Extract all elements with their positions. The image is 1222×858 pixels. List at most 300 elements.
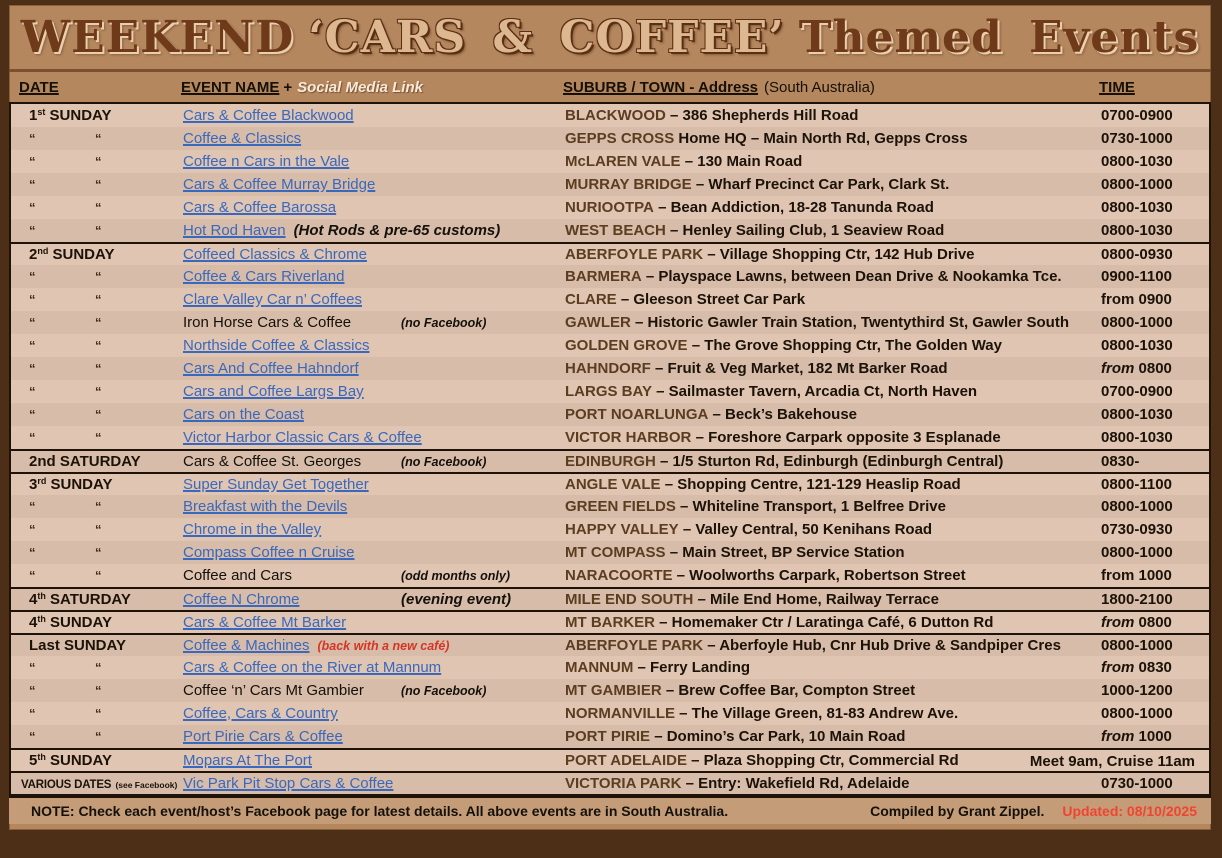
time-cell: [1101, 429, 1209, 446]
date-label: Last: [29, 637, 60, 654]
time-text: Meet 9am, Cruise 11am: [1029, 753, 1195, 770]
suburb-name: PORT NOARLUNGA: [565, 406, 709, 423]
location-cell: [565, 314, 1101, 331]
column-header-event: EVENT NAME + Social Media Link: [181, 78, 423, 96]
event-cell: [183, 406, 565, 423]
time-cell: [1101, 314, 1209, 331]
date-cell: [21, 176, 183, 193]
event-row: [11, 495, 1209, 518]
time-text: 0800-0930: [1101, 246, 1173, 263]
time-cell: [1101, 360, 1209, 377]
event-cell: [183, 567, 565, 584]
event-cell: [183, 752, 565, 769]
date-label: VARIOUS DATES: [21, 779, 112, 791]
date-cell: [21, 337, 183, 354]
event-row: [11, 679, 1209, 702]
event-cell: [183, 291, 565, 308]
time-cell: [1101, 498, 1209, 515]
address-text: – Village Shopping Ctr, 142 Hub Drive: [707, 246, 975, 263]
suburb-name: WEST BEACH: [565, 222, 666, 239]
date-day: SUNDAY: [64, 637, 126, 654]
location-cell: [565, 728, 1101, 745]
suburb-name: NURIOOTPA: [565, 199, 654, 216]
address-text: – Aberfoyle Hub, Cnr Hub Drive & Sandpiper Cres: [707, 637, 1061, 654]
time-text: from 1000: [1101, 728, 1172, 745]
address-text: – Historic Gawler Train Station, Twentythird St, Gawler South: [635, 314, 1069, 331]
event-link[interactable]: Northside Coffee & Classics: [183, 337, 370, 354]
ditto-mark: “: [29, 729, 36, 744]
time-cell: [1101, 591, 1209, 608]
suburb-name: HAHNDORF: [565, 360, 651, 377]
time-cell: [1101, 107, 1209, 124]
date-label: 2nd: [29, 453, 56, 470]
event-link[interactable]: Cars & Coffee Mt Barker: [183, 614, 347, 631]
address-text: – Fruit & Veg Market, 182 Mt Barker Road: [655, 360, 948, 377]
suburb-name: LARGS BAY: [565, 383, 652, 400]
event-link[interactable]: Chrome in the Valley: [183, 521, 322, 538]
date-label: 1st: [29, 107, 46, 124]
event-row: [11, 725, 1209, 748]
address-text: – Main Street, BP Service Station: [669, 544, 905, 561]
column-header-time: TIME: [1099, 78, 1135, 96]
suburb-name: MANNUM: [565, 659, 634, 676]
ditto-mark: “: [95, 177, 102, 192]
event-cell: [183, 659, 565, 676]
event-row: [11, 104, 1209, 127]
event-link[interactable]: Cars on the Coast: [183, 406, 304, 423]
location-cell: [565, 476, 1101, 493]
event-cell: [183, 383, 565, 400]
ditto-mark: “: [95, 361, 102, 376]
event-note: (no Facebook): [401, 316, 487, 330]
suburb-name: ABERFOYLE PARK: [565, 246, 704, 263]
time-text: 1800-2100: [1101, 591, 1173, 608]
location-cell: [565, 176, 1101, 193]
address-text: – Homemaker Ctr / Laratinga Café, 6 Dutton Rd: [659, 614, 994, 631]
ditto-mark: “: [95, 200, 102, 215]
date-label: 5th: [29, 752, 46, 769]
event-link[interactable]: Coffee n Cars in the Vale: [183, 153, 350, 170]
page-title: [9, 5, 1211, 72]
date-cell: [21, 246, 183, 263]
event-link[interactable]: Cars And Coffee Hahndorf: [183, 360, 359, 377]
time-text: 0730-1000: [1101, 775, 1173, 792]
event-cell: [183, 476, 565, 493]
date-cell: [21, 383, 183, 400]
title-weekend: WEEKEND: [20, 11, 295, 63]
suburb-name: MURRAY BRIDGE: [565, 176, 692, 193]
address-text: – Playspace Lawns, between Dean Drive & Nookamka Tce.: [645, 268, 1062, 285]
date-day: SATURDAY: [50, 591, 131, 608]
ditto-mark: “: [95, 223, 102, 238]
address-text: – 130 Main Road: [684, 153, 803, 170]
ditto-mark: “: [95, 545, 102, 560]
event-row: [11, 449, 1209, 472]
date-cell: [21, 591, 183, 608]
event-row: [11, 357, 1209, 380]
location-cell: [565, 591, 1101, 608]
suburb-name: ANGLE VALE: [565, 476, 661, 493]
event-row: [11, 196, 1209, 219]
ditto-mark: “: [95, 568, 102, 583]
address-text: – The Village Green, 81-83 Andrew Ave.: [679, 705, 959, 722]
date-cell: [21, 682, 183, 699]
address-text: – Ferry Landing: [637, 659, 751, 676]
date-cell: [21, 775, 183, 792]
date-cell: [21, 544, 183, 561]
event-row: [11, 702, 1209, 725]
event-row: [11, 541, 1209, 564]
event-cell: [183, 453, 565, 470]
location-cell: [565, 268, 1101, 285]
ditto-mark: “: [95, 315, 102, 330]
suburb-name: VICTORIA PARK: [565, 775, 682, 792]
date-cell: [21, 728, 183, 745]
event-text: Iron Horse Cars & Coffee: [183, 314, 352, 331]
time-text: 0800-1000: [1101, 705, 1173, 722]
location-cell: [565, 637, 1101, 654]
date-cell: [21, 406, 183, 423]
event-cell: [183, 176, 565, 193]
address-text: – Plaza Shopping Ctr, Commercial Rd: [691, 752, 959, 769]
ditto-mark: “: [29, 177, 36, 192]
time-cell: [1101, 383, 1209, 400]
event-cell: [183, 314, 565, 331]
event-cell: [183, 153, 565, 170]
date-day: SUNDAY: [50, 476, 113, 493]
date-cell: [21, 476, 183, 493]
event-row: [11, 656, 1209, 679]
event-cell: [183, 130, 565, 147]
time-text: 0700-0900: [1101, 383, 1173, 400]
event-link[interactable]: Vic Park Pit Stop Cars & Coffee: [183, 775, 394, 792]
event-link[interactable]: Mopars At The Port: [183, 752, 312, 769]
event-cell: [183, 222, 565, 239]
date-cell: [21, 498, 183, 515]
time-text: 0800-1030: [1101, 222, 1173, 239]
time-text: 0800-1000: [1101, 544, 1173, 561]
ditto-mark: “: [29, 200, 36, 215]
time-cell: [1101, 291, 1209, 308]
location-cell: [565, 567, 1101, 584]
address-text: – The Grove Shopping Ctr, The Golden Way: [691, 337, 1002, 354]
address-text: – Bean Addiction, 18-28 Tanunda Road: [658, 199, 934, 216]
event-text: Coffee and Cars: [183, 567, 292, 584]
event-row: [11, 311, 1209, 334]
time-text: from 0830: [1101, 659, 1172, 676]
date-cell: [21, 637, 183, 654]
ditto-mark: “: [29, 223, 36, 238]
date-day: SUNDAY: [49, 107, 112, 124]
ditto-mark: “: [95, 407, 102, 422]
time-cell: [1101, 176, 1209, 193]
time-cell: [1101, 775, 1209, 792]
footer-compiled-by: Compiled by Grant Zippel.: [870, 803, 1045, 819]
event-cell: [183, 544, 565, 561]
event-link[interactable]: Port Pirie Cars & Coffee: [183, 728, 343, 745]
suburb-name: NORMANVILLE: [565, 705, 675, 722]
event-link[interactable]: Coffee & Cars Riverland: [183, 268, 345, 285]
event-link[interactable]: Hot Rod Haven: [183, 222, 286, 239]
location-cell: [565, 453, 1101, 470]
time-cell: [1101, 521, 1209, 538]
location-cell: [565, 659, 1101, 676]
date-label: 3rd: [29, 476, 47, 493]
time-text: from 1000: [1101, 567, 1172, 584]
event-link[interactable]: Cars & Coffee Murray Bridge: [183, 176, 376, 193]
time-cell: [1101, 544, 1209, 561]
ditto-mark: “: [95, 292, 102, 307]
event-row: [11, 472, 1209, 495]
location-cell: [565, 153, 1101, 170]
event-cell: [183, 521, 565, 538]
address-text: – Beck’s Bakehouse: [712, 406, 858, 423]
date-cell: [21, 659, 183, 676]
address-text: – Henley Sailing Club, 1 Seaview Road: [670, 222, 945, 239]
event-link[interactable]: Coffeed Classics & Chrome: [183, 246, 367, 263]
date-cell: [21, 752, 183, 769]
event-link[interactable]: Cars & Coffee on the River at Mannum: [183, 659, 442, 676]
event-row: [11, 173, 1209, 196]
event-link[interactable]: Victor Harbor Classic Cars & Coffee: [183, 429, 422, 446]
time-text: 0800-1030: [1101, 153, 1173, 170]
suburb-name: GREEN FIELDS: [565, 498, 676, 515]
event-cell: [183, 705, 565, 722]
ditto-mark: “: [95, 338, 102, 353]
time-cell: [1101, 406, 1209, 423]
ditto-mark: “: [95, 683, 102, 698]
location-cell: [565, 130, 1101, 147]
ditto-mark: “: [29, 683, 36, 698]
date-cell: [21, 314, 183, 331]
event-link[interactable]: Coffee & Machines: [183, 637, 310, 654]
location-cell: [565, 498, 1101, 515]
time-text: 1000-1200: [1101, 682, 1173, 699]
address-text: – Mile End Home, Railway Terrace: [697, 591, 939, 608]
address-text: – Wharf Precinct Car Park, Clark St.: [695, 176, 950, 193]
location-cell: [565, 337, 1101, 354]
column-header-date: DATE: [19, 78, 59, 96]
ditto-mark: “: [29, 407, 36, 422]
ditto-mark: “: [29, 269, 36, 284]
time-cell: [1101, 476, 1209, 493]
location-cell: [565, 406, 1101, 423]
date-cell: [21, 360, 183, 377]
date-label: 4th: [29, 614, 46, 631]
event-text: Cars & Coffee St. Georges: [183, 453, 362, 470]
event-link[interactable]: Cars & Coffee Barossa: [183, 199, 337, 216]
ditto-mark: “: [95, 729, 102, 744]
ditto-mark: “: [95, 706, 102, 721]
footer-bar: [9, 796, 1211, 824]
time-text: from 0900: [1101, 291, 1172, 308]
suburb-name: PORT ADELAIDE: [565, 752, 687, 769]
time-text: 0800-1030: [1101, 406, 1173, 423]
ditto-mark: “: [95, 131, 102, 146]
time-cell: [1101, 728, 1209, 745]
suburb-name: PORT PIRIE: [565, 728, 651, 745]
event-cell: [183, 614, 565, 631]
event-link[interactable]: Coffee, Cars & Country: [183, 705, 338, 722]
event-row: [11, 150, 1209, 173]
column-header-row: [9, 72, 1211, 102]
ditto-mark: “: [95, 154, 102, 169]
time-text: 0800-1030: [1101, 337, 1173, 354]
event-row: [11, 334, 1209, 357]
ditto-mark: “: [95, 430, 102, 445]
suburb-name: MT COMPASS: [565, 544, 666, 561]
time-text: 0800-1030: [1101, 199, 1173, 216]
event-link[interactable]: Clare Valley Car n’ Coffees: [183, 291, 362, 308]
event-link[interactable]: Breakfast with the Devils: [183, 498, 348, 515]
event-row: [11, 265, 1209, 288]
ditto-mark: “: [29, 131, 36, 146]
event-cell: [183, 268, 565, 285]
column-header-suburb: SUBURB / TOWN - Address (South Australia): [563, 78, 875, 96]
time-cell: [1101, 246, 1209, 263]
title-cars-coffee: ‘CARS & COFFEE’: [308, 11, 785, 63]
suburb-name: VICTOR HARBOR: [565, 429, 692, 446]
address-text: – Shopping Centre, 121-129 Heaslip Road: [664, 476, 961, 493]
event-link[interactable]: Coffee N Chrome: [183, 591, 300, 608]
time-cell: [1101, 614, 1209, 631]
location-cell: [565, 544, 1101, 561]
location-cell: [565, 222, 1101, 239]
date-note: (see Facebook): [115, 780, 178, 790]
suburb-name: BLACKWOOD: [565, 107, 666, 124]
location-cell: [565, 429, 1101, 446]
address-text: – Foreshore Carpark opposite 3 Esplanade: [695, 429, 1001, 446]
address-text: – Whiteline Transport, 1 Belfree Drive: [680, 498, 946, 515]
address-text: – Valley Central, 50 Kenihans Road: [682, 521, 933, 538]
ditto-mark: “: [29, 660, 36, 675]
time-text: 0900-1100: [1101, 268, 1172, 285]
location-cell: [565, 246, 1101, 263]
date-day: SATURDAY: [59, 453, 141, 470]
date-day: SUNDAY: [50, 752, 112, 769]
date-cell: [21, 222, 183, 239]
event-text: Coffee ‘n’ Cars Mt Gambier: [183, 682, 364, 699]
address-text: – Gleeson Street Car Park: [620, 291, 806, 308]
ditto-mark: “: [29, 315, 36, 330]
time-text: 0800-1000: [1101, 176, 1173, 193]
date-label: 2nd: [29, 246, 49, 263]
date-day: SUNDAY: [50, 614, 112, 631]
event-link[interactable]: Super Sunday Get Together: [183, 476, 369, 493]
ditto-mark: “: [29, 292, 36, 307]
time-text: 0730-0930: [1101, 521, 1173, 538]
event-note: (odd months only): [401, 569, 511, 583]
suburb-name: McLAREN VALE: [565, 153, 681, 170]
time-text: 0830-: [1101, 453, 1140, 470]
ditto-mark: “: [29, 430, 36, 445]
ditto-mark: “: [29, 545, 36, 560]
address-text: – Domino’s Car Park, 10 Main Road: [654, 728, 906, 745]
suburb-name: MILE END SOUTH: [565, 591, 694, 608]
date-cell: [21, 705, 183, 722]
time-text: 0800-1000: [1101, 314, 1173, 331]
date-cell: [21, 567, 183, 584]
time-cell: [1101, 659, 1209, 676]
date-day: SUNDAY: [52, 246, 115, 263]
event-link[interactable]: Cars & Coffee Blackwood: [183, 107, 354, 124]
location-cell: [565, 383, 1101, 400]
event-cell: [183, 498, 565, 515]
time-cell: [1101, 199, 1209, 216]
location-cell: [565, 199, 1101, 216]
event-row: [11, 219, 1209, 242]
event-row: [11, 748, 1209, 771]
time-cell: [1101, 682, 1209, 699]
ditto-mark: “: [29, 338, 36, 353]
location-cell: [565, 682, 1101, 699]
suburb-name: MT BARKER: [565, 614, 655, 631]
event-row: [11, 426, 1209, 449]
date-cell: [21, 153, 183, 170]
date-cell: [21, 199, 183, 216]
time-text: from 0800: [1101, 360, 1172, 377]
event-row: [11, 518, 1209, 541]
ditto-mark: “: [95, 522, 102, 537]
event-link[interactable]: Coffee & Classics: [183, 130, 302, 147]
date-cell: [21, 453, 183, 470]
location-cell: [565, 360, 1101, 377]
date-cell: [21, 614, 183, 631]
date-cell: [21, 130, 183, 147]
event-note: (back with a new café): [317, 639, 450, 653]
event-cell: [183, 429, 565, 446]
event-cell: [183, 246, 565, 263]
time-cell: [1101, 337, 1209, 354]
address-text: – 1/5 Sturton Rd, Edinburgh (Edinburgh Central): [660, 453, 1004, 470]
event-note: (evening event): [401, 591, 512, 608]
date-cell: [21, 521, 183, 538]
suburb-name: GOLDEN GROVE: [565, 337, 688, 354]
event-row: [11, 127, 1209, 150]
location-cell: [565, 705, 1101, 722]
event-row: [11, 242, 1209, 265]
address-text: – Sailmaster Tavern, Arcadia Ct, North Haven: [656, 383, 978, 400]
event-note: (no Facebook): [401, 455, 487, 469]
ditto-mark: “: [95, 660, 102, 675]
address-text: – Entry: Wakefield Rd, Adelaide: [685, 775, 910, 792]
event-link[interactable]: Compass Coffee n Cruise: [183, 544, 355, 561]
address-text: – 386 Shepherds Hill Road: [670, 107, 859, 124]
title-themed-events: Themed Events: [798, 11, 1200, 63]
address-text: Home HQ – Main North Rd, Gepps Cross: [678, 130, 968, 147]
location-cell: [565, 752, 1101, 769]
events-table: [9, 102, 1211, 796]
date-cell: [21, 291, 183, 308]
time-cell: [1101, 268, 1209, 285]
location-cell: [565, 775, 1101, 792]
time-text: 0800-1000: [1101, 498, 1173, 515]
ditto-mark: “: [29, 522, 36, 537]
event-note: (Hot Rods & pre-65 customs): [293, 222, 501, 239]
event-row: [11, 610, 1209, 633]
suburb-name: GAWLER: [565, 314, 631, 331]
ditto-mark: “: [29, 154, 36, 169]
suburb-name: HAPPY VALLEY: [565, 521, 679, 538]
ditto-mark: “: [29, 384, 36, 399]
event-row: [11, 771, 1209, 794]
event-link[interactable]: Cars and Coffee Largs Bay: [183, 383, 364, 400]
footer-note: NOTE: Check each event/host’s Facebook page for latest details. All above events are in South Australia.: [31, 803, 729, 819]
time-cell: [1101, 637, 1209, 654]
suburb-name: GEPPS CROSS: [565, 130, 675, 147]
date-cell: [21, 268, 183, 285]
event-row: [11, 288, 1209, 311]
